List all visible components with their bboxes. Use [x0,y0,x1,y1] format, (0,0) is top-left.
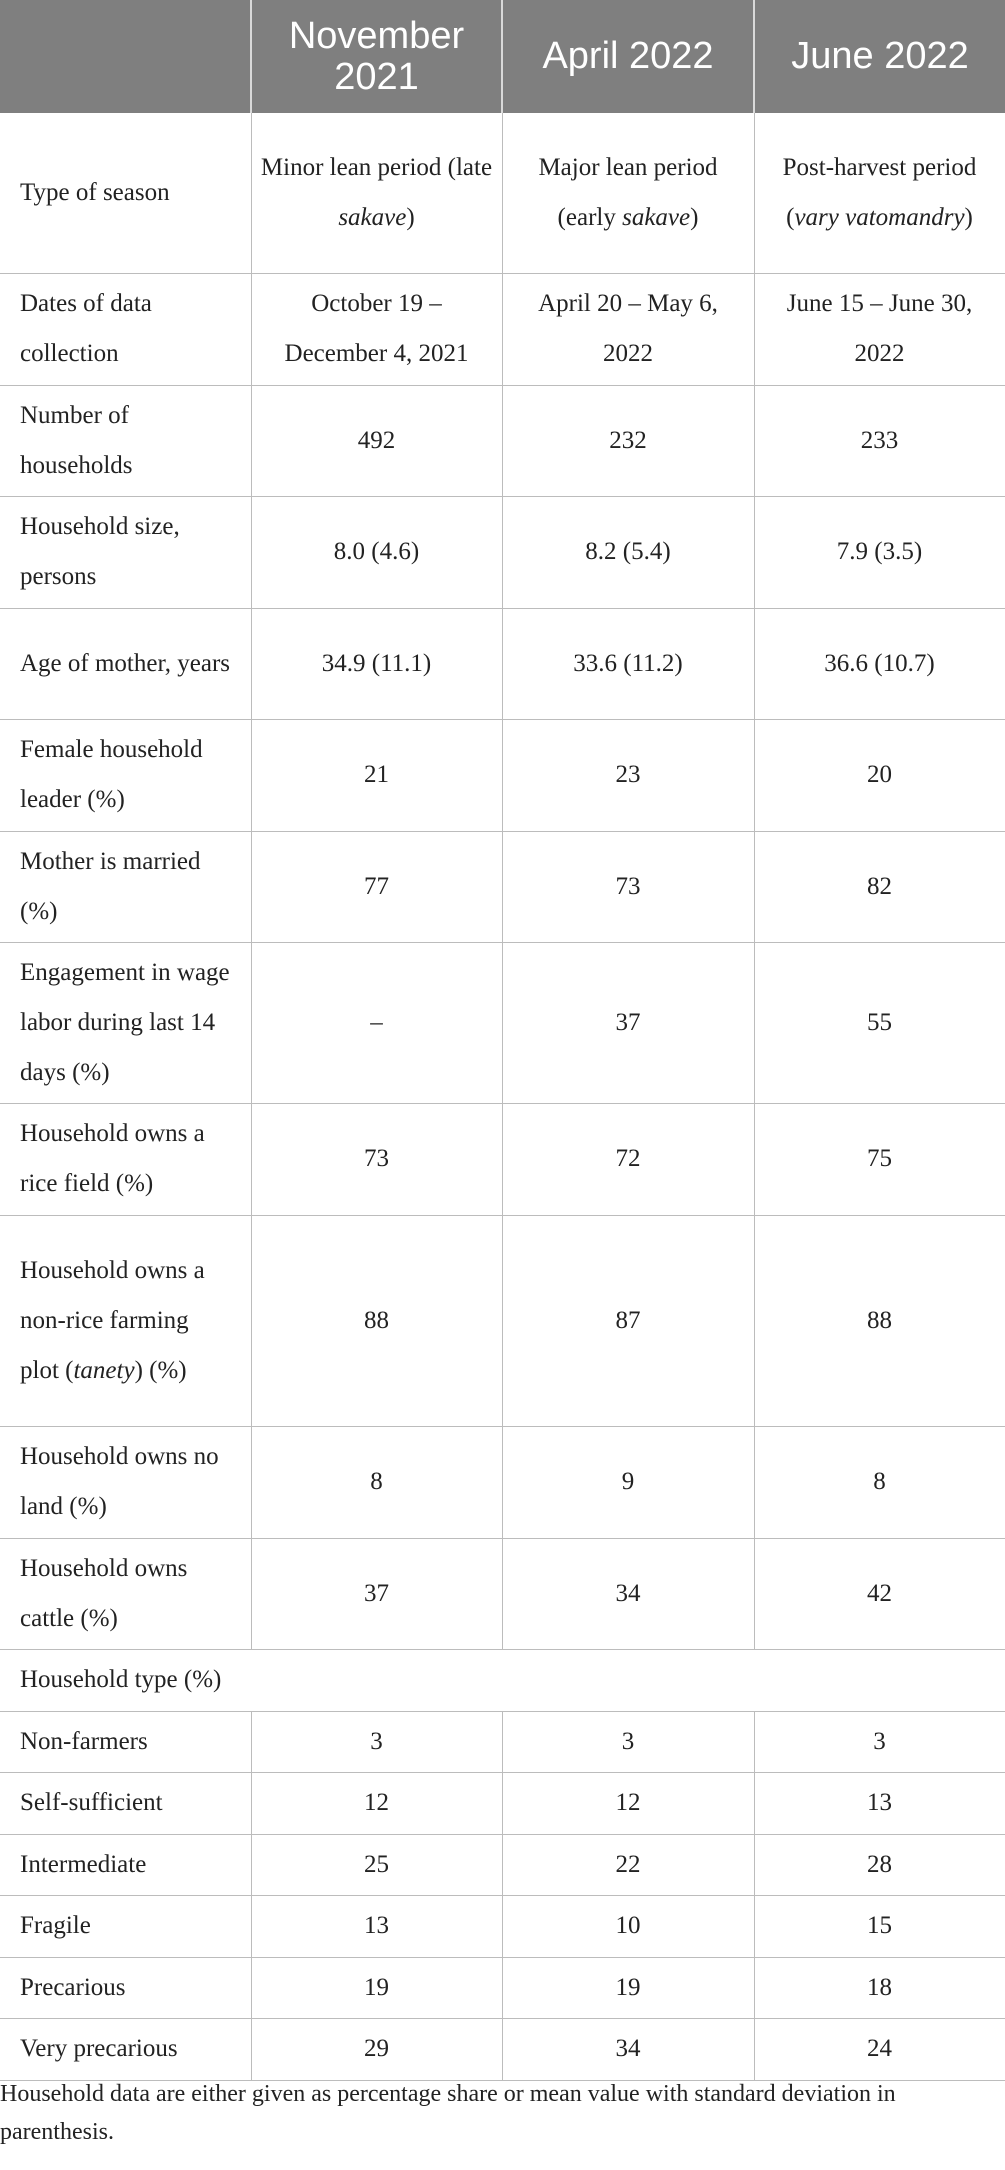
table-row [0,1426,1005,1538]
cell: 12 [502,1772,754,1834]
cell: 15 [754,1895,1005,1957]
cell: 73 [502,831,754,942]
cell: 34 [502,1538,754,1649]
cell: 492 [251,385,502,496]
cell: 29 [251,2018,502,2080]
cell: 3 [754,1711,1005,1772]
row-label: Intermediate [0,1834,251,1895]
cell: 77 [251,831,502,942]
table-row [0,385,1005,496]
table-row [0,113,1005,273]
row-label: Age of mother, years [0,608,251,719]
row-label: Female household leader (%) [0,719,251,831]
cell: 73 [251,1103,502,1215]
row-label: Non-farmers [0,1711,251,1772]
cell: June 15 – June 30, 2022 [754,273,1005,385]
header-empty [0,0,251,113]
table-row [0,273,1005,385]
table-row [0,1103,1005,1215]
cell: 22 [502,1834,754,1895]
table-footnote: Household data are either given as percentage share or mean value with standard deviation in parenthesis. [0,2081,896,2145]
row-label: Household size, persons [0,496,251,608]
cell: 13 [754,1772,1005,1834]
cell: 8 [754,1426,1005,1538]
cell-text: Post-harvest period ( [782,153,977,231]
table-row [0,1895,1005,1957]
cell-text: Major lean period (early [538,153,718,231]
cell: 3 [502,1711,754,1772]
cell: 28 [754,1834,1005,1895]
cell: April 20 – May 6, 2022 [502,273,754,385]
cell: 9 [502,1426,754,1538]
cell: 19 [251,1957,502,2018]
cell: 34.9 (11.1) [251,608,502,719]
cell-text: ) [406,203,415,231]
cell: 233 [754,385,1005,496]
cell: 37 [502,942,754,1103]
row-label: Household owns no land (%) [0,1426,251,1538]
cell: 34 [502,2018,754,2080]
cell: 37 [251,1538,502,1649]
cell: 20 [754,719,1005,831]
row-label: Number of households [0,385,251,496]
cell: October 19 – December 4, 2021 [251,273,502,385]
cell: 33.6 (11.2) [502,608,754,719]
cell: 88 [251,1215,502,1426]
cell: 88 [754,1215,1005,1426]
label-text-italic: tanety [73,1356,135,1384]
table-row [0,942,1005,1103]
cell [502,113,754,273]
label-text: ) (%) [134,1356,187,1384]
row-label: Engagement in wage labor during last 14 days (%) [0,942,251,1103]
cell: 25 [251,1834,502,1895]
household-type-heading: Household type (%) [0,1649,1005,1711]
cell: 23 [502,719,754,831]
cell: 7.9 (3.5) [754,496,1005,608]
row-label: Household owns cattle (%) [0,1538,251,1649]
cell [251,113,502,273]
cell: 12 [251,1772,502,1834]
cell: 24 [754,2018,1005,2080]
row-label: Type of season [0,113,251,273]
header-november-2021: November 2021 [251,0,502,113]
table-row [0,1215,1005,1426]
cell: 21 [251,719,502,831]
row-label: Precarious [0,1957,251,2018]
cell-text: ) [690,203,699,231]
cell: – [251,942,502,1103]
cell-text: ) [964,203,973,231]
table-row [0,608,1005,719]
cell: 232 [502,385,754,496]
header-june-2022: June 2022 [754,0,1005,113]
table-row [0,1538,1005,1649]
table-row [0,1834,1005,1895]
table-row [0,831,1005,942]
cell: 55 [754,942,1005,1103]
row-label: Self-sufficient [0,1772,251,1834]
table-row [0,1649,1005,1711]
cell: 42 [754,1538,1005,1649]
cell [754,113,1005,273]
row-label: Fragile [0,1895,251,1957]
cell: 8.2 (5.4) [502,496,754,608]
table-row [0,719,1005,831]
cell: 13 [251,1895,502,1957]
row-label: Dates of data collection [0,273,251,385]
cell: 8.0 (4.6) [251,496,502,608]
table-row [0,1711,1005,1772]
cell: 3 [251,1711,502,1772]
cell-text-italic: sakave [622,203,691,231]
table-row [0,1957,1005,2018]
table-row [0,2018,1005,2080]
cell-text-italic: vary vatomandry [794,203,965,231]
row-label [0,1215,251,1426]
cell: 87 [502,1215,754,1426]
label-text: Household owns a non-rice farming plot ( [20,1256,205,1384]
header-april-2022: April 2022 [502,0,754,113]
cell: 72 [502,1103,754,1215]
cell-text-italic: sakave [338,203,407,231]
cell: 36.6 (10.7) [754,608,1005,719]
cell-text: Minor lean period (late [260,153,493,181]
row-label: Very precarious [0,2018,251,2080]
table-row [0,1772,1005,1834]
row-label: Mother is married (%) [0,831,251,942]
header-row [0,0,1005,113]
cell: 18 [754,1957,1005,2018]
cell: 82 [754,831,1005,942]
table-row [0,496,1005,608]
cell: 75 [754,1103,1005,1215]
cell: 19 [502,1957,754,2018]
cell: 10 [502,1895,754,1957]
cell: 8 [251,1426,502,1538]
row-label: Household owns a rice field (%) [0,1103,251,1215]
